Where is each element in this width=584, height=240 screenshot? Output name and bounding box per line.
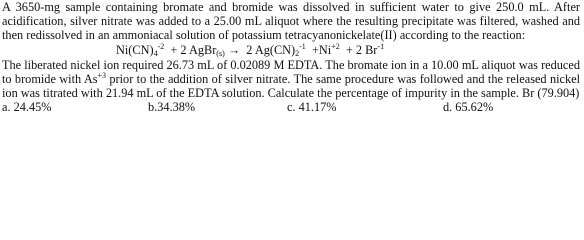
reaction-equation	[116, 43, 580, 58]
as-charge: +3	[97, 70, 107, 80]
eq-arrow: →	[227, 42, 241, 57]
problem-body	[2, 58, 580, 101]
eq-product1: 2 Ag(CN)	[246, 42, 296, 57]
eq-plus2: +Ni	[311, 42, 332, 57]
eq-product3-charge: -1	[377, 41, 385, 51]
eq-product1-charge: -1	[299, 41, 306, 51]
eq-plus3: + 2 Br	[345, 42, 378, 57]
question-block	[2, 0, 580, 115]
choice-c[interactable]: c. 41.17%	[287, 100, 337, 115]
choice-a[interactable]: a. 24.45%	[2, 100, 52, 115]
eq-plus1: + 2 AgBr	[170, 42, 217, 57]
eq-reactant2-sub: (s)	[216, 48, 225, 58]
problem-intro: A 3650-mg sample containing bromate and bromide was dissolved in sufficient water to give 250.0 mL. After acidification, silver nitrate was added to a 25.00 mL aliquot where the resulting precipitate was filtered, washed and then redissolved in an ammoniacal solution of potassium tetracyanonickelate(II) according to the reaction:	[2, 0, 580, 43]
choice-b[interactable]: b.34.38%	[148, 100, 196, 115]
eq-reactant1-sub: 4	[153, 48, 158, 58]
eq-reactant1-charge: -2	[157, 41, 165, 51]
choice-d[interactable]: d. 65.62%	[443, 100, 494, 115]
problem-body-part1: The liberated nickel ion required 26.73 mL of 0.02089 M EDTA. The bromate ion in a 10.00 mL aliquot was reduced to bromide with As	[2, 57, 580, 86]
eq-reactant1: Ni(CN)	[116, 42, 154, 57]
answer-choices	[2, 100, 580, 115]
problem-body-part2: prior to the addition of silver nitrate. The same procedure was followed and the released nickel ion was titrated with 21.94 mL of the EDTA solution. Calculate the percentage of impurity in the sample. Br (79.904)	[2, 71, 580, 101]
eq-product2-charge: +2	[331, 41, 340, 51]
eq-product1-sub: 2	[295, 48, 300, 58]
